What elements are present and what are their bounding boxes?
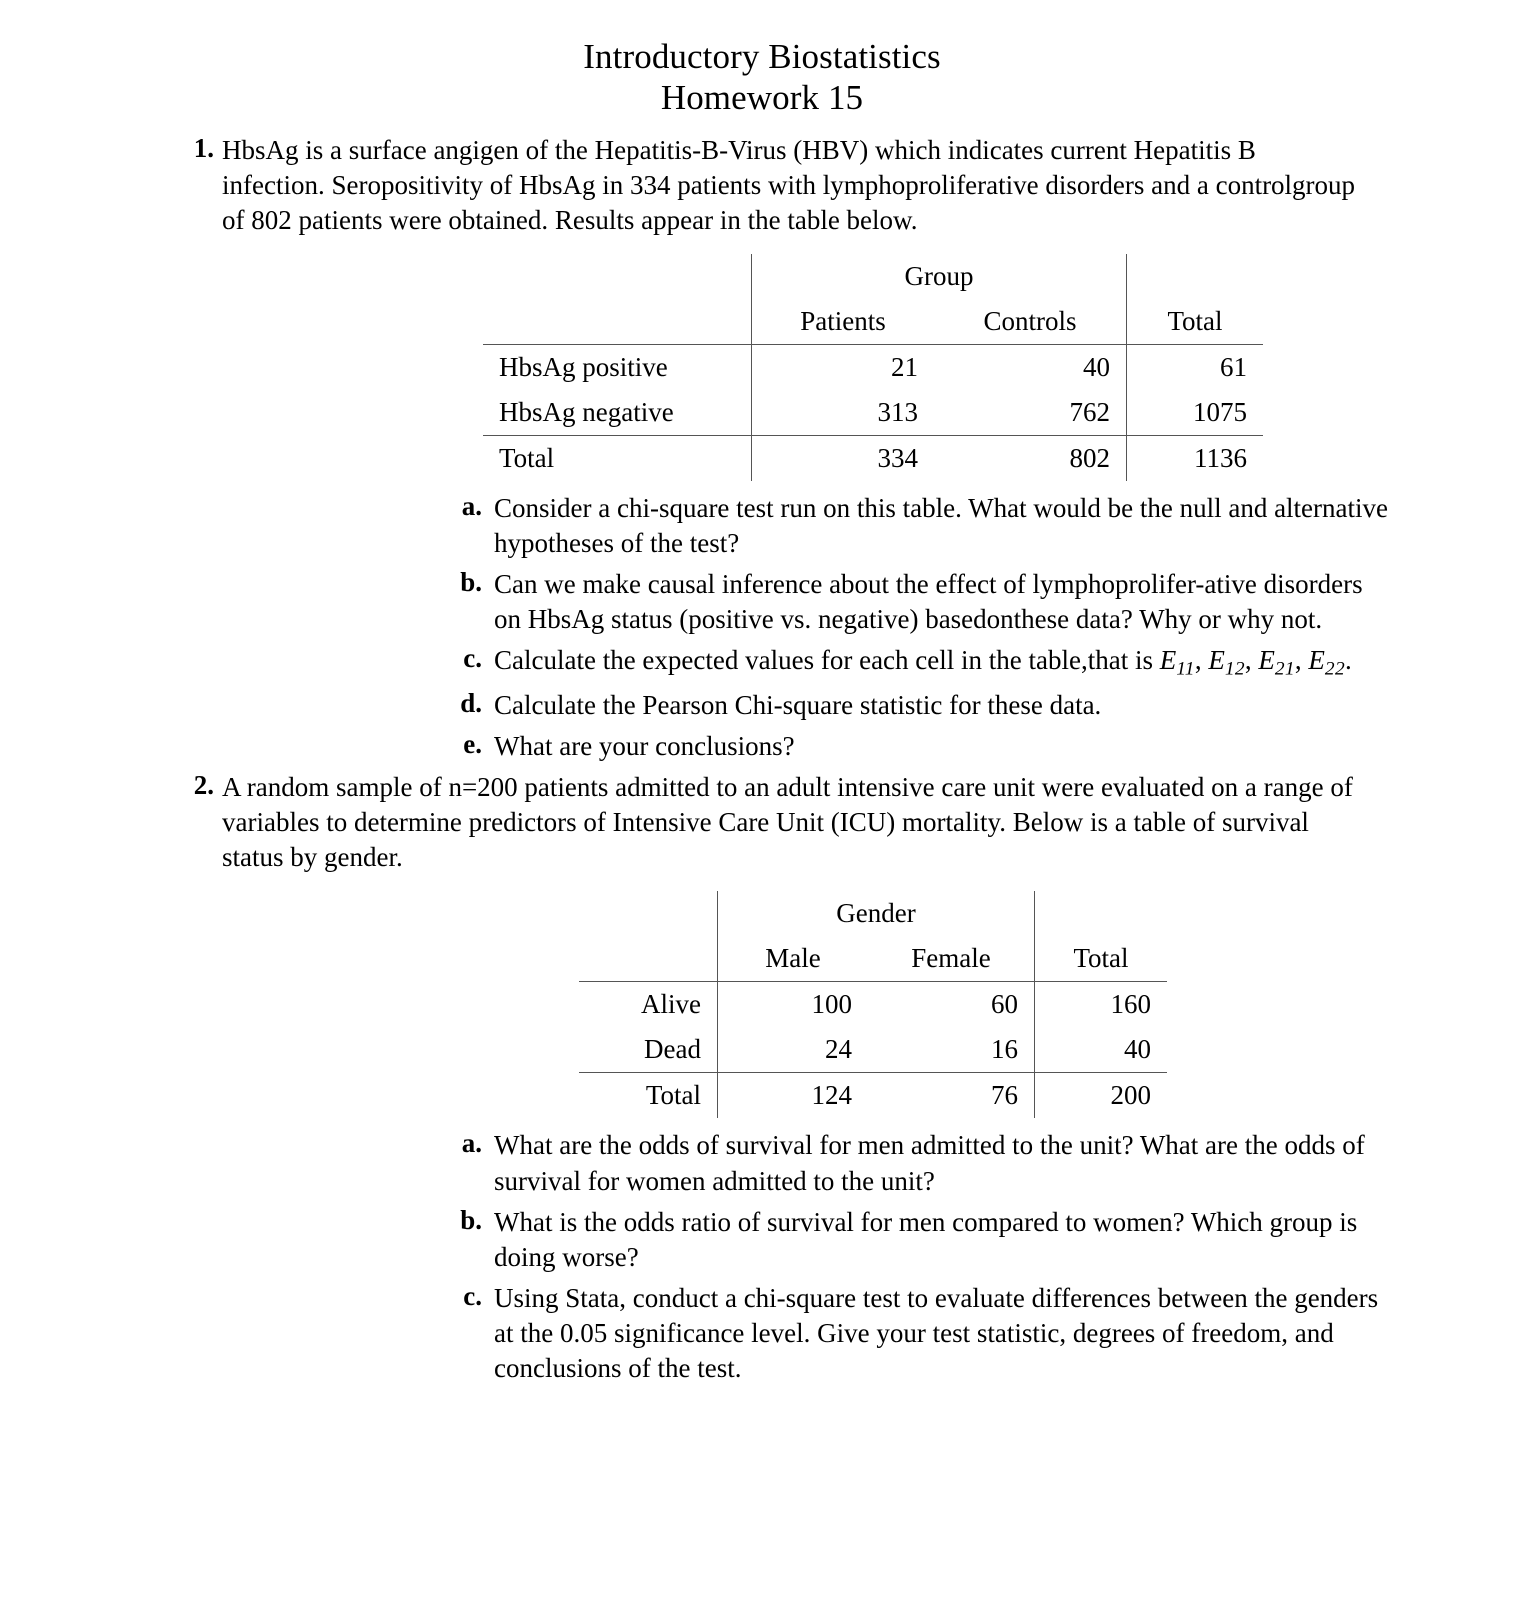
question-marker-1: 1. <box>193 132 214 163</box>
table-total-row <box>483 435 1263 481</box>
table-gender-span-header-row <box>579 891 1167 936</box>
title-line-primary: Introductory Biostatistics <box>583 37 941 76</box>
subitem-marker-a: a. <box>461 490 482 521</box>
subitem-c-lead-text: Calculate the expected values for each cell in the table,that is <box>494 645 1160 676</box>
table-gender-header-male: Male <box>718 936 869 982</box>
table-hbsag-corner-cell <box>483 254 752 299</box>
math-E11-sub: 11 <box>1176 658 1195 680</box>
math-separator-1: , <box>1194 645 1209 676</box>
table-gender-cell-dead-male: 24 <box>718 1027 869 1073</box>
math-E11-base: E <box>1159 645 1177 676</box>
table-hbsag-row-label-positive: HbsAg positive <box>499 351 668 382</box>
table-hbsag-wrapper <box>222 254 1524 481</box>
table-gender-row-label-alive: Alive <box>641 989 701 1020</box>
math-separator-3: , <box>1294 645 1309 676</box>
question-2-subitem-c <box>222 1281 1524 1386</box>
table-hbsag-cell-total-patients: 334 <box>752 435 935 481</box>
table-row <box>483 390 1263 436</box>
subitem-2-text-b: What is the odds ratio of survival for men compared to women? Which group is doing worse? <box>494 1206 1358 1272</box>
math-separator-2: , <box>1244 645 1259 676</box>
table-gender-header-female: Female <box>868 936 1035 982</box>
question-1-subitem-b <box>222 567 1524 637</box>
math-E22-base: E <box>1308 645 1325 676</box>
expected-value-math-group <box>1159 645 1345 680</box>
subitem-text-a: Consider a chi-square test run on this table. What would be the null and alternative hypotheses of the test? <box>494 492 1389 558</box>
table-hbsag-header-blank <box>483 299 752 345</box>
table-hbsag-cell-negative-patients: 313 <box>752 390 935 436</box>
table-gender-cell-total-female: 76 <box>991 1080 1018 1111</box>
table-hbsag-span-header-row <box>483 254 1263 299</box>
table-gender-header-row <box>579 936 1167 982</box>
table-hbsag <box>483 254 1263 481</box>
table-gender-cell-dead-total: 40 <box>1035 1027 1168 1073</box>
table-hbsag-span-header-pad <box>1127 254 1264 299</box>
table-hbsag-cell-total-total: 1136 <box>1127 435 1264 481</box>
subitem-2-text-c: Using Stata, conduct a chi-square test to evaluate differences between the genders at the 0.05 significance level. Give your test statistic, degrees of freedom, and conclusions of the test. <box>494 1282 1379 1383</box>
table-gender <box>579 891 1167 1118</box>
subitem-text-b: Can we make causal inference about the effect of lymphoprolifer-ative disorders on HbsAg status (positive vs. negative) basedonthese data? Why or why not. <box>494 569 1363 635</box>
table-hbsag-row-label-total: Total <box>499 442 555 473</box>
subitem-2-marker-c: c. <box>463 1280 482 1311</box>
table-hbsag-cell-positive-total: 61 <box>1127 344 1264 390</box>
math-E21-base: E <box>1258 645 1275 676</box>
table-hbsag-row-label-negative: HbsAg negative <box>483 390 752 436</box>
question-item-1 <box>0 133 1524 765</box>
subitem-marker-d: d. <box>460 687 482 718</box>
subitem-text-e: What are your conclusions? <box>494 731 795 762</box>
question-2-subitem-b <box>222 1205 1524 1275</box>
table-row <box>579 982 1167 1028</box>
subitem-2-marker-b: b. <box>460 1204 482 1235</box>
question-item-2 <box>0 770 1524 1386</box>
math-E21-sub: 21 <box>1274 658 1295 680</box>
table-gender-cell-dead-female: 16 <box>868 1027 1035 1073</box>
table-row <box>579 1027 1167 1073</box>
question-list <box>0 133 1524 1386</box>
table-gender-header-total: Total <box>1035 936 1168 982</box>
table-gender-cell-total-total: 200 <box>1035 1073 1168 1119</box>
table-gender-cell-alive-male: 100 <box>718 982 869 1028</box>
table-hbsag-cell-positive-patients: 21 <box>752 344 935 390</box>
subitem-marker-b: b. <box>460 567 482 598</box>
table-hbsag-cell-negative-controls: 762 <box>934 390 1127 436</box>
table-gender-wrapper <box>222 891 1524 1118</box>
table-gender-cell-alive-female: 60 <box>991 989 1018 1020</box>
document-page <box>0 36 1524 1600</box>
table-row <box>483 344 1263 390</box>
math-E12-base: E <box>1208 645 1225 676</box>
question-1-subitem-e <box>222 729 1524 764</box>
table-gender-span-header: Gender <box>718 891 1035 936</box>
document-title <box>0 36 1524 119</box>
subitem-2-text-a: What are the odds of survival for men admitted to the unit? What are the odds of survival for women admitted to the unit? <box>494 1130 1365 1196</box>
question-1-subitem-c <box>222 643 1524 682</box>
table-hbsag-header-row <box>483 299 1263 345</box>
table-gender-header-blank <box>579 936 718 982</box>
title-line-secondary: Homework 15 <box>660 78 864 118</box>
subitem-c-trail-text: . <box>1344 645 1352 676</box>
math-E22-sub: 22 <box>1324 658 1345 680</box>
question-2-subitem-a <box>222 1128 1524 1198</box>
table-gender-row-label-total: Total <box>645 1080 701 1111</box>
question-1-subitem-d <box>222 688 1524 723</box>
question-text-1: HbsAg is a surface angigen of the Hepatitis-B-Virus (HBV) which indicates current Hepatitis B infection. Seropositivity of HbsAg in 334 patients with lymphoproliferative disorders and a controlgroup of 802 patients were obtained. Results appear in the table below. <box>222 134 1356 235</box>
table-hbsag-cell-positive-controls: 40 <box>1083 351 1110 382</box>
table-hbsag-span-header: Group <box>752 254 1127 299</box>
subitem-text-d: Calculate the Pearson Chi-square statistic for these data. <box>494 689 1102 720</box>
table-hbsag-cell-negative-total: 1075 <box>1127 390 1264 436</box>
subitem-marker-c: c. <box>463 643 482 674</box>
table-gender-corner-cell <box>579 891 718 936</box>
question-1-subitem-list <box>222 491 1524 764</box>
table-gender-cell-total-male: 124 <box>718 1073 869 1119</box>
table-gender-row-label-dead: Dead <box>579 1027 718 1073</box>
table-gender-cell-alive-total: 160 <box>1035 982 1168 1028</box>
table-hbsag-cell-total-controls: 802 <box>1069 442 1110 473</box>
subitem-marker-e: e. <box>463 729 482 760</box>
table-total-row <box>579 1073 1167 1119</box>
table-gender-span-header-pad <box>1035 891 1168 936</box>
table-hbsag-header-patients: Patients <box>752 299 935 345</box>
question-1-subitem-a <box>222 491 1524 561</box>
subitem-2-marker-a: a. <box>461 1128 482 1159</box>
table-hbsag-header-total: Total <box>1127 299 1264 345</box>
question-marker-2: 2. <box>193 770 214 801</box>
subitem-text-c <box>494 643 1524 682</box>
question-text-2: A random sample of n=200 patients admitted to an adult intensive care unit were evaluated on a range of variables to determine predictors of Intensive Care Unit (ICU) mortality. Below is a table of survival status by gender. <box>222 772 1353 873</box>
table-hbsag-header-controls: Controls <box>934 299 1127 345</box>
math-E12-sub: 12 <box>1224 658 1245 680</box>
question-2-subitem-list <box>222 1128 1524 1386</box>
